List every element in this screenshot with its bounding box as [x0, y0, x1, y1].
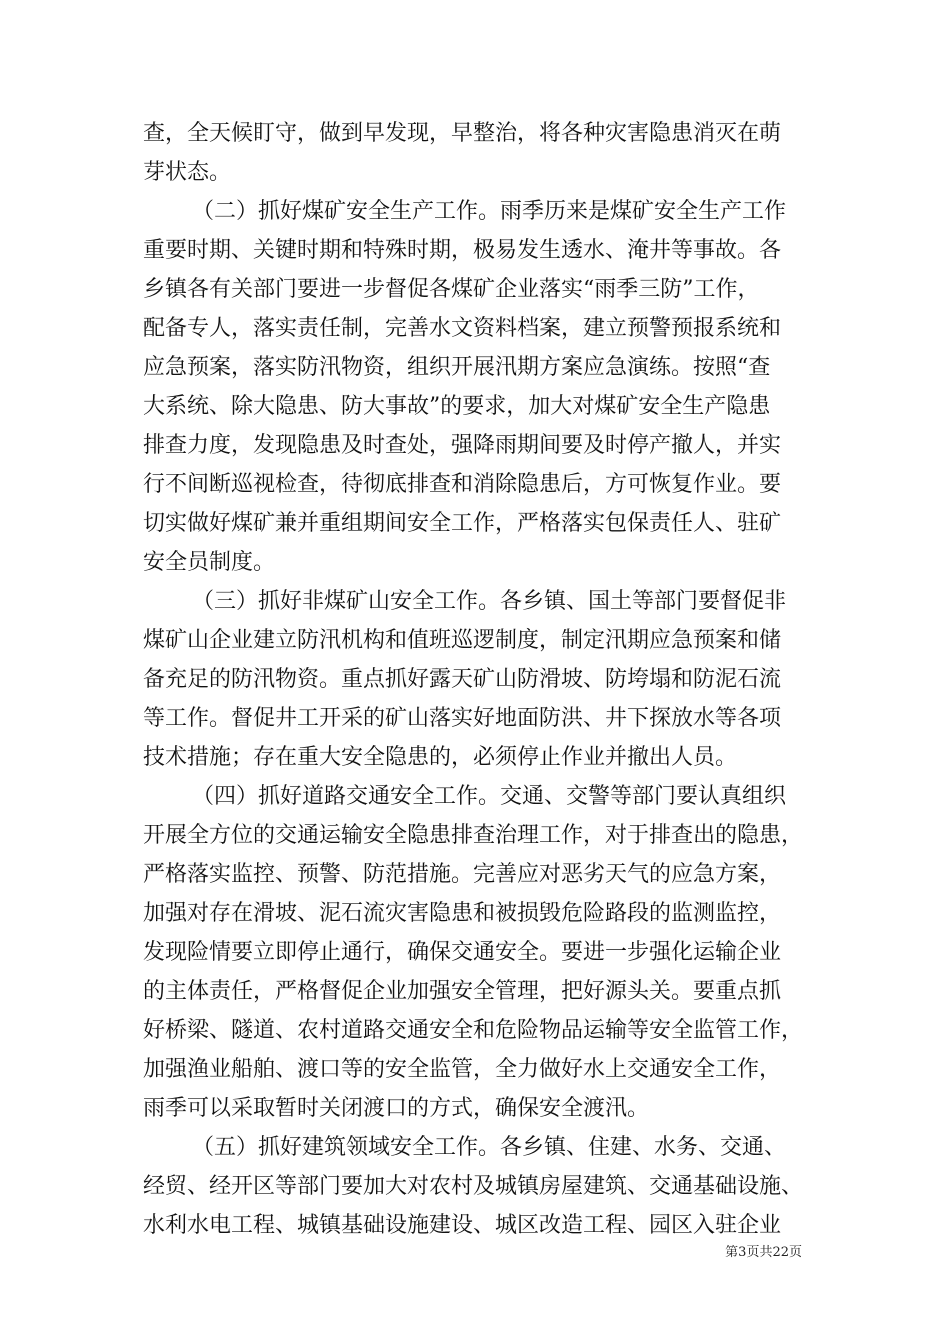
text-line: 芽状态。: [143, 160, 232, 185]
text-line: 经贸、经开区等部门要加大对农村及城镇房屋建筑、交通基础设施、: [143, 1174, 804, 1199]
page-number: 第3页共22页: [725, 1245, 802, 1260]
text-line: 煤矿山企业建立防汛机构和值班巡逻制度，制定汛期应急预案和储: [143, 628, 782, 653]
text-line: 发现险情要立即停止通行，确保交通安全。要进一步强化运输企业: [143, 940, 782, 965]
text-line: 应急预案，落实防汛物资，组织开展汛期方案应急演练。按照“查: [143, 355, 771, 380]
text-line: （二）抓好煤矿安全生产工作。雨季历来是煤矿安全生产工作: [192, 199, 787, 224]
text-line: 排查力度，发现隐患及时查处，强降雨期间要及时停产撤人，并实: [143, 433, 782, 458]
text-line: 等工作。督促井工开采的矿山落实好地面防洪、井下探放水等各项: [143, 706, 782, 731]
text-line: 加强对存在滑坡、泥石流灾害隐患和被损毁危险路段的监测监控，: [143, 901, 782, 926]
text-line: 安全员制度。: [143, 550, 276, 575]
text-line: 行不间断巡视检查，待彻底排查和消除隐患后，方可恢复作业。要: [143, 472, 782, 497]
text-line: （三）抓好非煤矿山安全工作。各乡镇、国土等部门要督促非: [192, 589, 787, 614]
text-line: 乡镇各有关部门要进一步督促各煤矿企业落实“雨季三防”工作，: [143, 277, 760, 302]
text-line: 重要时期、关键时期和特殊时期，极易发生透水、淹井等事故。各: [143, 238, 782, 263]
text-line: 配备专人，落实责任制，完善水文资料档案，建立预警预报系统和: [143, 316, 782, 341]
text-line: 加强渔业船舶、渡口等的安全监管，全力做好水上交通安全工作，: [143, 1057, 782, 1082]
text-line: 备充足的防汛物资。重点抓好露天矿山防滑坡、防垮塌和防泥石流: [143, 667, 782, 692]
text-line: 的主体责任，严格督促企业加强安全管理，把好源头关。要重点抓: [143, 979, 782, 1004]
text-line: 好桥梁、隧道、农村道路交通安全和危险物品运输等安全监管工作，: [143, 1018, 804, 1043]
text-line: 严格落实监控、预警、防范措施。完善应对恶劣天气的应急方案，: [143, 862, 782, 887]
text-line: 查，全天候盯守，做到早发现，早整治，将各种灾害隐患消灭在萌: [143, 121, 782, 146]
text-line: 切实做好煤矿兼并重组期间安全工作，严格落实包保责任人、驻矿: [143, 511, 782, 536]
text-line: （四）抓好道路交通安全工作。交通、交警等部门要认真组织: [192, 784, 787, 809]
text-line: （五）抓好建筑领域安全工作。各乡镇、住建、水务、交通、: [192, 1135, 787, 1160]
text-line: 大系统、除大隐患、防大事故”的要求，加大对煤矿安全生产隐患: [143, 394, 771, 419]
text-line: 技术措施；存在重大安全隐患的，必须停止作业并撤出人员。: [143, 745, 738, 770]
text-line: 开展全方位的交通运输安全隐患排查治理工作，对于排查出的隐患，: [143, 823, 804, 848]
text-line: 雨季可以采取暂时关闭渡口的方式，确保安全渡汛。: [143, 1096, 650, 1121]
text-line: 水利水电工程、城镇基础设施建设、城区改造工程、园区入驻企业: [143, 1213, 782, 1238]
